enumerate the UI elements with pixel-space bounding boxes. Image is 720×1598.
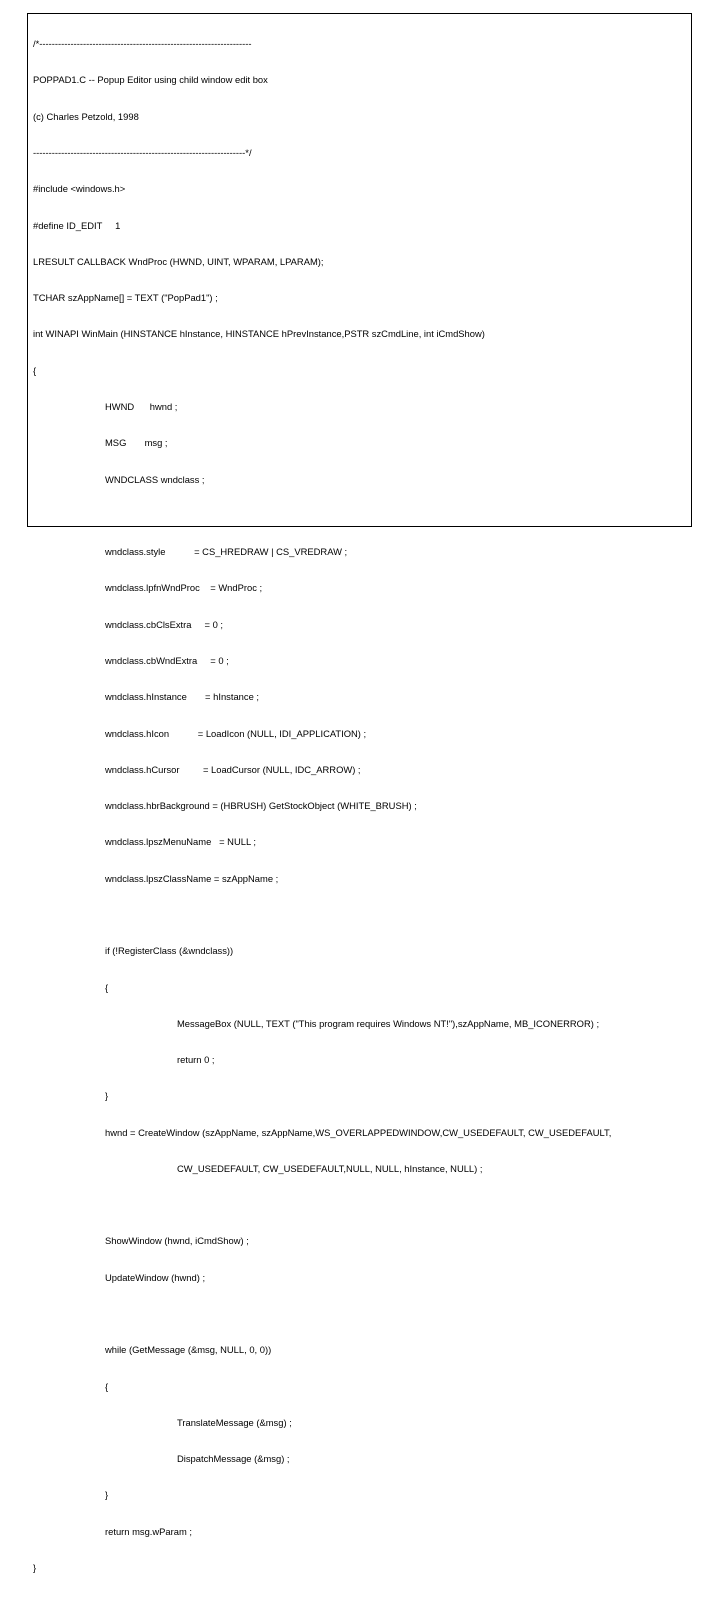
code-line-dispatchmessage: DispatchMessage (&msg) ;	[177, 1453, 290, 1465]
code-line-copyright: (c) Charles Petzold, 1998	[33, 110, 139, 122]
code-line-wndproc-decl: LRESULT CALLBACK WndProc (HWND, UINT, WPARAM, LPARAM);	[33, 255, 324, 267]
code-line-style: wndclass.style = CS_HREDRAW | CS_VREDRAW ;	[105, 546, 348, 558]
code-line-brace: {	[105, 981, 109, 993]
code-line-showwindow: ShowWindow (hwnd, iCmdShow) ;	[105, 1235, 249, 1247]
code-line-hinstance: wndclass.hInstance = hInstance ;	[105, 691, 259, 703]
code-line-appname: TCHAR szAppName[] = TEXT ("PopPad1") ;	[33, 292, 218, 304]
code-line-return-wparam: return msg.wParam ;	[105, 1525, 193, 1537]
code-line-define: #define ID_EDIT 1	[33, 219, 121, 231]
code-line-hcursor: wndclass.hCursor = LoadCursor (NULL, IDC_ARROW) ;	[105, 763, 361, 775]
code-line-brace: }	[105, 1489, 109, 1501]
code-line-include: #include <windows.h>	[33, 183, 126, 195]
code-line-menuname: wndclass.lpszMenuName = NULL ;	[105, 836, 257, 848]
code-line-comment-close: --------------------------------------------------------------------*/	[33, 147, 252, 159]
code-line-file-title: POPPAD1.C -- Popup Editor using child window edit box	[33, 74, 268, 86]
code-line-hbrbackground: wndclass.hbrBackground = (HBRUSH) GetStockObject (WHITE_BRUSH) ;	[105, 800, 417, 812]
code-line-classname: wndclass.lpszClassName = szAppName ;	[105, 872, 279, 884]
code-line-comment-open: /*--------------------------------------------------------------------	[33, 38, 252, 50]
code-line-msg-decl: MSG msg ;	[105, 437, 168, 449]
code-line-cbclsextra: wndclass.cbClsExtra = 0 ;	[105, 618, 224, 630]
code-line-blank	[33, 510, 611, 522]
code-line-blank	[33, 909, 611, 921]
code-line-messagebox: MessageBox (NULL, TEXT ("This program requires Windows NT!"),szAppName, MB_ICONERROR) ;	[177, 1017, 600, 1029]
code-line-hwnd-decl: HWND hwnd ;	[105, 401, 178, 412]
code-line-lpfnwndproc: wndclass.lpfnWndProc = WndProc ;	[105, 582, 263, 594]
code-line-brace: {	[33, 364, 37, 376]
code-line-createwindow-cont: CW_USEDEFAULT, CW_USEDEFAULT,NULL, NULL, hInstance, NULL) ;	[177, 1162, 483, 1174]
code-line-while: while (GetMessage (&msg, NULL, 0, 0))	[105, 1344, 272, 1356]
code-listing	[33, 14, 611, 1598]
document-page	[27, 13, 692, 1573]
code-line-brace: {	[105, 1380, 109, 1392]
code-line-brace: }	[105, 1090, 109, 1102]
code-line-wndclass-decl: WNDCLASS wndclass ;	[105, 473, 205, 485]
code-line-return-zero: return 0 ;	[177, 1054, 215, 1066]
code-line-registerclass: if (!RegisterClass (&wndclass))	[105, 945, 234, 957]
code-line-hicon: wndclass.hIcon = LoadIcon (NULL, IDI_APPLICATION) ;	[105, 727, 367, 739]
code-line-brace: }	[33, 1562, 37, 1573]
code-line-createwindow: hwnd = CreateWindow (szAppName, szAppName,WS_OVERLAPPEDWINDOW,CW_USEDEFAULT, CW_USEDEFAULT,	[105, 1126, 612, 1138]
code-line-winmain: int WINAPI WinMain (HINSTANCE hInstance, HINSTANCE hPrevInstance,PSTR szCmdLine, int iCmdShow)	[33, 328, 485, 340]
code-line-blank	[33, 1199, 611, 1211]
code-line-updatewindow: UpdateWindow (hwnd) ;	[105, 1271, 206, 1283]
code-line-cbwndextra: wndclass.cbWndExtra = 0 ;	[105, 654, 229, 666]
code-line-translatemessage: TranslateMessage (&msg) ;	[177, 1416, 292, 1428]
code-line-blank	[33, 1308, 611, 1320]
